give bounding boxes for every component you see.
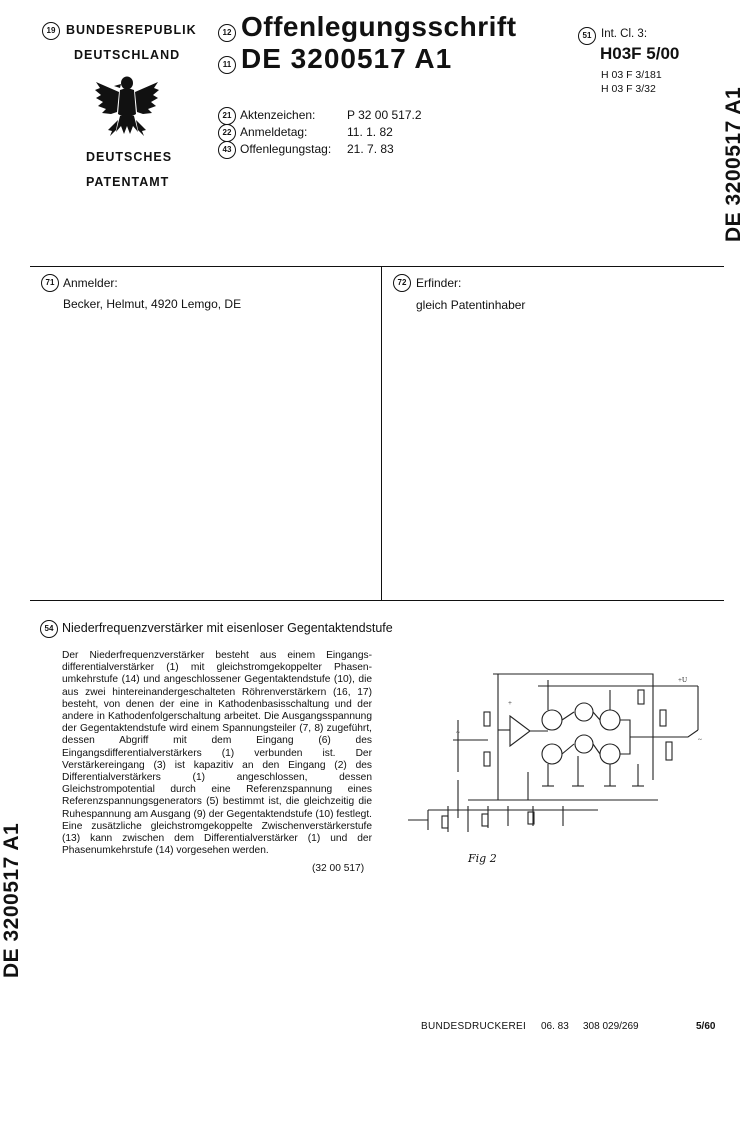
int-cl-label: Int. Cl. 3: (601, 28, 648, 40)
publication-date-label: Offenlegungstag: (240, 142, 332, 156)
footer-date: 06. 83 (541, 1021, 569, 1032)
inventor-value: gleich Patentinhaber (416, 298, 526, 312)
inid-code-54: 54 (40, 620, 58, 638)
filing-date-value: 11. 1. 82 (347, 125, 393, 139)
office-line2: PATENTAMT (86, 175, 170, 189)
side-number-right (722, 86, 750, 402)
federal-eagle-emblem (94, 74, 160, 140)
svg-text:+: + (508, 699, 512, 707)
applicant-value: Becker, Helmut, 4920 Lemgo, DE (63, 297, 242, 311)
inid-code-12: 12 (218, 24, 236, 42)
inid-code-43: 43 (218, 141, 236, 159)
office-line1: DEUTSCHES (86, 150, 173, 164)
inid-code-51: 51 (578, 27, 596, 45)
svg-text:~: ~ (456, 729, 460, 737)
int-cl-sub2: H 03 F 3/32 (601, 83, 656, 95)
filing-number-label: Aktenzeichen: (240, 108, 316, 122)
inid-code-19: 19 (42, 22, 60, 40)
side-number-left-text: DE 3200517 A1 (0, 822, 23, 978)
country-line1: BUNDESREPUBLIK (66, 23, 197, 37)
inid-code-71: 71 (41, 274, 59, 292)
inid-code-72: 72 (393, 274, 411, 292)
filing-number-value: P 32 00 517.2 (347, 108, 422, 122)
document-type-title: Offenlegungsschrift (241, 11, 517, 42)
side-number-left (0, 822, 30, 1138)
inid-code-11: 11 (218, 56, 236, 74)
svg-text:~: ~ (698, 736, 702, 744)
box-bottom-rule (30, 600, 724, 601)
side-number-right-text: DE 3200517 A1 (722, 86, 745, 242)
invention-title: Niederfrequenzverstärker mit eisenloser Gegentaktendstufe (62, 621, 393, 635)
inid-code-21: 21 (218, 107, 236, 125)
box-top-rule (30, 266, 724, 267)
inventor-label: Erfinder: (416, 276, 462, 290)
abstract-text: Der Niederfrequenzverstärker besteht aus einem Eingangsdifferentialverstärker (1) mit gleichstromgekoppelter Phasenumkehrstufe (14) und angeschlossener Gegentaktendstufe (10), die aus zwei hintereinandergeschalteten Röhrenverstärkern (16, 17) besteht, von denen der eine in Kathodenbasisschaltung und der andere in Kathodenfolgerschaltung arbeitet. Die Ausgangsspannung der Gegentaktendstufe wird einem Spannungsteiler (7, 8) zugeführt, dessen Abgriff mit dem Eingang (6) des Eingangsdifferentialverstärkers (1) verbunden ist. Der Verstärkereingang (3) ist kapazitiv an den Eingang (2) des Differentialverstärkers (1) angeschlossen, dessen Gleichstrompotential durch eine Referenzspannung eines Referenzspannungsgenerators (5) bestimmt ist, die gleichzeitig die Ruhespannung am Ausgang (9) der Gegentaktendstufe (10) festlegt. Eine zusätzliche gleichstromgekoppelte Zwischenverstärkerstufe (13) kann zwischen dem Differentialverstärker (1) und der Phasenumkehrstufe (14) vorgesehen werden. (62, 650, 372, 857)
footer-printer: BUNDESDRUCKEREI (421, 1021, 527, 1032)
applicant-label: Anmelder: (63, 276, 118, 290)
publication-date-value: 21. 7. 83 (347, 142, 394, 156)
figure-caption: Fig 2 (468, 852, 497, 865)
inid-code-22: 22 (218, 124, 236, 142)
footer-code: 308 029/269 (583, 1021, 639, 1032)
document-number: DE 3200517 A1 (241, 43, 453, 74)
int-cl-sub1: H 03 F 3/181 (601, 69, 662, 81)
svg-text:+U: +U (678, 676, 688, 684)
country-line2: DEUTSCHLAND (74, 48, 181, 62)
abstract-reference: (32 00 517) (312, 863, 365, 874)
box-center-divider (381, 266, 382, 601)
int-cl-main: H03F 5/00 (600, 44, 680, 63)
circuit-diagram-figure (398, 660, 718, 860)
footer-page: 5/60 (696, 1021, 716, 1032)
filing-date-label: Anmeldetag: (240, 125, 308, 139)
